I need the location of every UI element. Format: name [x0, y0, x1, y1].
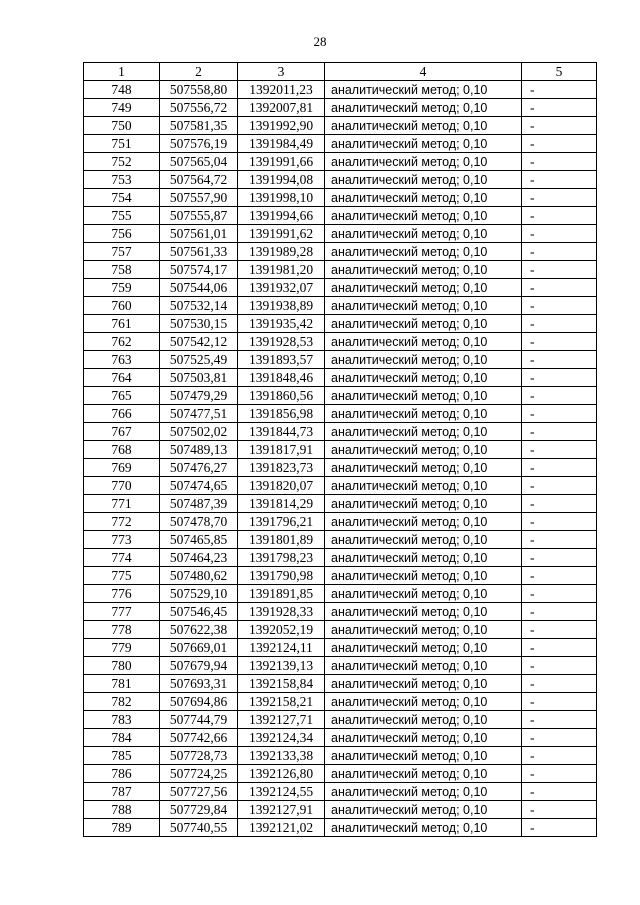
- description-cell: -: [522, 153, 597, 171]
- method-accuracy-cell: аналитический метод; 0,10: [325, 657, 522, 675]
- method-accuracy-cell: аналитический метод; 0,10: [325, 333, 522, 351]
- method-accuracy-cell: аналитический метод; 0,10: [325, 459, 522, 477]
- method-accuracy-cell: аналитический метод; 0,10: [325, 549, 522, 567]
- method-accuracy-cell: аналитический метод; 0,10: [325, 387, 522, 405]
- method-accuracy-cell: аналитический метод; 0,10: [325, 135, 522, 153]
- x-coordinate-cell: 507474,65: [160, 477, 238, 495]
- description-cell: -: [522, 171, 597, 189]
- point-number-cell: 749: [84, 99, 160, 117]
- y-coordinate-cell: 1391938,89: [238, 297, 325, 315]
- table-row: [84, 711, 597, 729]
- y-coordinate-cell: 1391989,28: [238, 243, 325, 261]
- description-cell: -: [522, 225, 597, 243]
- description-cell: -: [522, 351, 597, 369]
- table-row: [84, 99, 597, 117]
- method-accuracy-cell: аналитический метод; 0,10: [325, 99, 522, 117]
- column-header-3: 3: [238, 63, 325, 81]
- description-cell: -: [522, 819, 597, 837]
- description-cell: -: [522, 405, 597, 423]
- description-cell: -: [522, 549, 597, 567]
- x-coordinate-cell: 507556,72: [160, 99, 238, 117]
- method-accuracy-cell: аналитический метод; 0,10: [325, 351, 522, 369]
- point-number-cell: 786: [84, 765, 160, 783]
- y-coordinate-cell: 1391848,46: [238, 369, 325, 387]
- x-coordinate-cell: 507546,45: [160, 603, 238, 621]
- y-coordinate-cell: 1392158,84: [238, 675, 325, 693]
- description-cell: -: [522, 477, 597, 495]
- description-cell: -: [522, 459, 597, 477]
- description-cell: -: [522, 243, 597, 261]
- table-row: [84, 369, 597, 387]
- description-cell: -: [522, 81, 597, 99]
- point-number-cell: 784: [84, 729, 160, 747]
- column-header-2: 2: [160, 63, 238, 81]
- table-row: [84, 477, 597, 495]
- method-accuracy-cell: аналитический метод; 0,10: [325, 369, 522, 387]
- x-coordinate-cell: 507581,35: [160, 117, 238, 135]
- point-number-cell: 781: [84, 675, 160, 693]
- method-accuracy-cell: аналитический метод; 0,10: [325, 189, 522, 207]
- x-coordinate-cell: 507561,33: [160, 243, 238, 261]
- description-cell: -: [522, 117, 597, 135]
- point-number-cell: 753: [84, 171, 160, 189]
- x-coordinate-cell: 507740,55: [160, 819, 238, 837]
- x-coordinate-cell: 507530,15: [160, 315, 238, 333]
- coordinates-table: [83, 62, 597, 837]
- y-coordinate-cell: 1392139,13: [238, 657, 325, 675]
- method-accuracy-cell: аналитический метод; 0,10: [325, 225, 522, 243]
- table-row: [84, 189, 597, 207]
- y-coordinate-cell: 1392052,19: [238, 621, 325, 639]
- y-coordinate-cell: 1391991,66: [238, 153, 325, 171]
- table-row: [84, 279, 597, 297]
- method-accuracy-cell: аналитический метод; 0,10: [325, 531, 522, 549]
- table-row: [84, 117, 597, 135]
- y-coordinate-cell: 1391981,20: [238, 261, 325, 279]
- table-row: [84, 819, 597, 837]
- method-accuracy-cell: аналитический метод; 0,10: [325, 513, 522, 531]
- table-row: [84, 243, 597, 261]
- description-cell: -: [522, 765, 597, 783]
- y-coordinate-cell: 1392158,21: [238, 693, 325, 711]
- method-accuracy-cell: аналитический метод; 0,10: [325, 495, 522, 513]
- table-row: [84, 207, 597, 225]
- description-cell: -: [522, 693, 597, 711]
- y-coordinate-cell: 1391935,42: [238, 315, 325, 333]
- point-number-cell: 748: [84, 81, 160, 99]
- table-row: [84, 315, 597, 333]
- point-number-cell: 788: [84, 801, 160, 819]
- table-row: [84, 387, 597, 405]
- table-row: [84, 459, 597, 477]
- page-number: 28: [313, 34, 327, 49]
- point-number-cell: 779: [84, 639, 160, 657]
- table-header-row: [84, 63, 597, 81]
- y-coordinate-cell: 1391891,85: [238, 585, 325, 603]
- point-number-cell: 775: [84, 567, 160, 585]
- table-row: [84, 135, 597, 153]
- y-coordinate-cell: 1391814,29: [238, 495, 325, 513]
- method-accuracy-cell: аналитический метод; 0,10: [325, 693, 522, 711]
- y-coordinate-cell: 1392127,91: [238, 801, 325, 819]
- y-coordinate-cell: 1391984,49: [238, 135, 325, 153]
- x-coordinate-cell: 507694,86: [160, 693, 238, 711]
- table-row: [84, 225, 597, 243]
- x-coordinate-cell: 507532,14: [160, 297, 238, 315]
- method-accuracy-cell: аналитический метод; 0,10: [325, 567, 522, 585]
- y-coordinate-cell: 1391844,73: [238, 423, 325, 441]
- method-accuracy-cell: аналитический метод; 0,10: [325, 729, 522, 747]
- y-coordinate-cell: 1391860,56: [238, 387, 325, 405]
- y-coordinate-cell: 1392121,02: [238, 819, 325, 837]
- x-coordinate-cell: 507557,90: [160, 189, 238, 207]
- method-accuracy-cell: аналитический метод; 0,10: [325, 153, 522, 171]
- table-row: [84, 729, 597, 747]
- table-row: [84, 297, 597, 315]
- table-row: [84, 783, 597, 801]
- table-row: [84, 675, 597, 693]
- y-coordinate-cell: 1392007,81: [238, 99, 325, 117]
- description-cell: -: [522, 801, 597, 819]
- description-cell: -: [522, 189, 597, 207]
- x-coordinate-cell: 507564,72: [160, 171, 238, 189]
- y-coordinate-cell: 1391994,66: [238, 207, 325, 225]
- method-accuracy-cell: аналитический метод; 0,10: [325, 171, 522, 189]
- x-coordinate-cell: 507529,10: [160, 585, 238, 603]
- description-cell: -: [522, 639, 597, 657]
- table-row: [84, 333, 597, 351]
- description-cell: -: [522, 657, 597, 675]
- x-coordinate-cell: 507480,62: [160, 567, 238, 585]
- y-coordinate-cell: 1392133,38: [238, 747, 325, 765]
- table-row: [84, 603, 597, 621]
- table-row: [84, 423, 597, 441]
- table-row: [84, 657, 597, 675]
- description-cell: -: [522, 387, 597, 405]
- x-coordinate-cell: 507542,12: [160, 333, 238, 351]
- point-number-cell: 787: [84, 783, 160, 801]
- y-coordinate-cell: 1391801,89: [238, 531, 325, 549]
- point-number-cell: 754: [84, 189, 160, 207]
- y-coordinate-cell: 1392126,80: [238, 765, 325, 783]
- point-number-cell: 766: [84, 405, 160, 423]
- table-row: [84, 801, 597, 819]
- y-coordinate-cell: 1391928,33: [238, 603, 325, 621]
- x-coordinate-cell: 507622,38: [160, 621, 238, 639]
- description-cell: -: [522, 315, 597, 333]
- point-number-cell: 755: [84, 207, 160, 225]
- table-row: [84, 81, 597, 99]
- table-row: [84, 171, 597, 189]
- point-number-cell: 760: [84, 297, 160, 315]
- table-row: [84, 621, 597, 639]
- description-cell: -: [522, 495, 597, 513]
- method-accuracy-cell: аналитический метод; 0,10: [325, 423, 522, 441]
- point-number-cell: 763: [84, 351, 160, 369]
- description-cell: -: [522, 207, 597, 225]
- x-coordinate-cell: 507555,87: [160, 207, 238, 225]
- description-cell: -: [522, 441, 597, 459]
- description-cell: -: [522, 261, 597, 279]
- point-number-cell: 778: [84, 621, 160, 639]
- table-row: [84, 513, 597, 531]
- point-number-cell: 752: [84, 153, 160, 171]
- point-number-cell: 772: [84, 513, 160, 531]
- method-accuracy-cell: аналитический метод; 0,10: [325, 117, 522, 135]
- x-coordinate-cell: 507465,85: [160, 531, 238, 549]
- description-cell: -: [522, 729, 597, 747]
- x-coordinate-cell: 507476,27: [160, 459, 238, 477]
- x-coordinate-cell: 507574,17: [160, 261, 238, 279]
- column-header-5: 5: [522, 63, 597, 81]
- x-coordinate-cell: 507744,79: [160, 711, 238, 729]
- point-number-cell: 777: [84, 603, 160, 621]
- method-accuracy-cell: аналитический метод; 0,10: [325, 783, 522, 801]
- x-coordinate-cell: 507724,25: [160, 765, 238, 783]
- column-header-1: 1: [84, 63, 160, 81]
- x-coordinate-cell: 507544,06: [160, 279, 238, 297]
- point-number-cell: 750: [84, 117, 160, 135]
- table-row: [84, 639, 597, 657]
- method-accuracy-cell: аналитический метод; 0,10: [325, 711, 522, 729]
- x-coordinate-cell: 507502,02: [160, 423, 238, 441]
- table-row: [84, 441, 597, 459]
- method-accuracy-cell: аналитический метод; 0,10: [325, 297, 522, 315]
- x-coordinate-cell: 507558,80: [160, 81, 238, 99]
- method-accuracy-cell: аналитический метод; 0,10: [325, 279, 522, 297]
- method-accuracy-cell: аналитический метод; 0,10: [325, 675, 522, 693]
- method-accuracy-cell: аналитический метод; 0,10: [325, 819, 522, 837]
- y-coordinate-cell: 1391796,21: [238, 513, 325, 531]
- method-accuracy-cell: аналитический метод; 0,10: [325, 81, 522, 99]
- table-row: [84, 585, 597, 603]
- y-coordinate-cell: 1391998,10: [238, 189, 325, 207]
- description-cell: -: [522, 603, 597, 621]
- description-cell: -: [522, 279, 597, 297]
- x-coordinate-cell: 507525,49: [160, 351, 238, 369]
- point-number-cell: 756: [84, 225, 160, 243]
- table-row: [84, 153, 597, 171]
- x-coordinate-cell: 507729,84: [160, 801, 238, 819]
- column-header-4: 4: [325, 63, 522, 81]
- x-coordinate-cell: 507479,29: [160, 387, 238, 405]
- point-number-cell: 780: [84, 657, 160, 675]
- description-cell: -: [522, 99, 597, 117]
- y-coordinate-cell: 1391823,73: [238, 459, 325, 477]
- y-coordinate-cell: 1391790,98: [238, 567, 325, 585]
- y-coordinate-cell: 1392124,11: [238, 639, 325, 657]
- x-coordinate-cell: 507728,73: [160, 747, 238, 765]
- description-cell: -: [522, 711, 597, 729]
- method-accuracy-cell: аналитический метод; 0,10: [325, 621, 522, 639]
- method-accuracy-cell: аналитический метод; 0,10: [325, 765, 522, 783]
- description-cell: -: [522, 297, 597, 315]
- table-row: [84, 261, 597, 279]
- point-number-cell: 783: [84, 711, 160, 729]
- point-number-cell: 774: [84, 549, 160, 567]
- x-coordinate-cell: 507727,56: [160, 783, 238, 801]
- method-accuracy-cell: аналитический метод; 0,10: [325, 585, 522, 603]
- x-coordinate-cell: 507742,66: [160, 729, 238, 747]
- point-number-cell: 773: [84, 531, 160, 549]
- description-cell: -: [522, 621, 597, 639]
- point-number-cell: 758: [84, 261, 160, 279]
- y-coordinate-cell: 1391798,23: [238, 549, 325, 567]
- x-coordinate-cell: 507487,39: [160, 495, 238, 513]
- method-accuracy-cell: аналитический метод; 0,10: [325, 477, 522, 495]
- point-number-cell: 789: [84, 819, 160, 837]
- table-row: [84, 567, 597, 585]
- x-coordinate-cell: 507478,70: [160, 513, 238, 531]
- point-number-cell: 757: [84, 243, 160, 261]
- method-accuracy-cell: аналитический метод; 0,10: [325, 801, 522, 819]
- x-coordinate-cell: 507565,04: [160, 153, 238, 171]
- y-coordinate-cell: 1392127,71: [238, 711, 325, 729]
- description-cell: -: [522, 747, 597, 765]
- description-cell: -: [522, 531, 597, 549]
- method-accuracy-cell: аналитический метод; 0,10: [325, 207, 522, 225]
- description-cell: -: [522, 585, 597, 603]
- y-coordinate-cell: 1391893,57: [238, 351, 325, 369]
- point-number-cell: 785: [84, 747, 160, 765]
- table-row: [84, 693, 597, 711]
- description-cell: -: [522, 783, 597, 801]
- table-row: [84, 531, 597, 549]
- x-coordinate-cell: 507693,31: [160, 675, 238, 693]
- point-number-cell: 762: [84, 333, 160, 351]
- point-number-cell: 782: [84, 693, 160, 711]
- table-row: [84, 351, 597, 369]
- x-coordinate-cell: 507669,01: [160, 639, 238, 657]
- x-coordinate-cell: 507576,19: [160, 135, 238, 153]
- point-number-cell: 764: [84, 369, 160, 387]
- method-accuracy-cell: аналитический метод; 0,10: [325, 243, 522, 261]
- table-body: [84, 81, 597, 837]
- point-number-cell: 761: [84, 315, 160, 333]
- table-row: [84, 765, 597, 783]
- y-coordinate-cell: 1392124,34: [238, 729, 325, 747]
- point-number-cell: 776: [84, 585, 160, 603]
- point-number-cell: 765: [84, 387, 160, 405]
- method-accuracy-cell: аналитический метод; 0,10: [325, 261, 522, 279]
- x-coordinate-cell: 507489,13: [160, 441, 238, 459]
- x-coordinate-cell: 507477,51: [160, 405, 238, 423]
- x-coordinate-cell: 507561,01: [160, 225, 238, 243]
- method-accuracy-cell: аналитический метод; 0,10: [325, 639, 522, 657]
- table-row: [84, 495, 597, 513]
- point-number-cell: 759: [84, 279, 160, 297]
- point-number-cell: 771: [84, 495, 160, 513]
- y-coordinate-cell: 1391817,91: [238, 441, 325, 459]
- description-cell: -: [522, 333, 597, 351]
- x-coordinate-cell: 507503,81: [160, 369, 238, 387]
- table-row: [84, 405, 597, 423]
- point-number-cell: 768: [84, 441, 160, 459]
- table-row: [84, 549, 597, 567]
- table-row: [84, 747, 597, 765]
- method-accuracy-cell: аналитический метод; 0,10: [325, 603, 522, 621]
- y-coordinate-cell: 1392011,23: [238, 81, 325, 99]
- y-coordinate-cell: 1391928,53: [238, 333, 325, 351]
- method-accuracy-cell: аналитический метод; 0,10: [325, 747, 522, 765]
- point-number-cell: 769: [84, 459, 160, 477]
- description-cell: -: [522, 513, 597, 531]
- y-coordinate-cell: 1391856,98: [238, 405, 325, 423]
- y-coordinate-cell: 1391932,07: [238, 279, 325, 297]
- y-coordinate-cell: 1391994,08: [238, 171, 325, 189]
- point-number-cell: 770: [84, 477, 160, 495]
- point-number-cell: 751: [84, 135, 160, 153]
- description-cell: -: [522, 675, 597, 693]
- description-cell: -: [522, 423, 597, 441]
- y-coordinate-cell: 1391991,62: [238, 225, 325, 243]
- x-coordinate-cell: 507679,94: [160, 657, 238, 675]
- description-cell: -: [522, 135, 597, 153]
- method-accuracy-cell: аналитический метод; 0,10: [325, 405, 522, 423]
- y-coordinate-cell: 1391992,90: [238, 117, 325, 135]
- method-accuracy-cell: аналитический метод; 0,10: [325, 315, 522, 333]
- description-cell: -: [522, 567, 597, 585]
- y-coordinate-cell: 1391820,07: [238, 477, 325, 495]
- method-accuracy-cell: аналитический метод; 0,10: [325, 441, 522, 459]
- description-cell: -: [522, 369, 597, 387]
- y-coordinate-cell: 1392124,55: [238, 783, 325, 801]
- x-coordinate-cell: 507464,23: [160, 549, 238, 567]
- point-number-cell: 767: [84, 423, 160, 441]
